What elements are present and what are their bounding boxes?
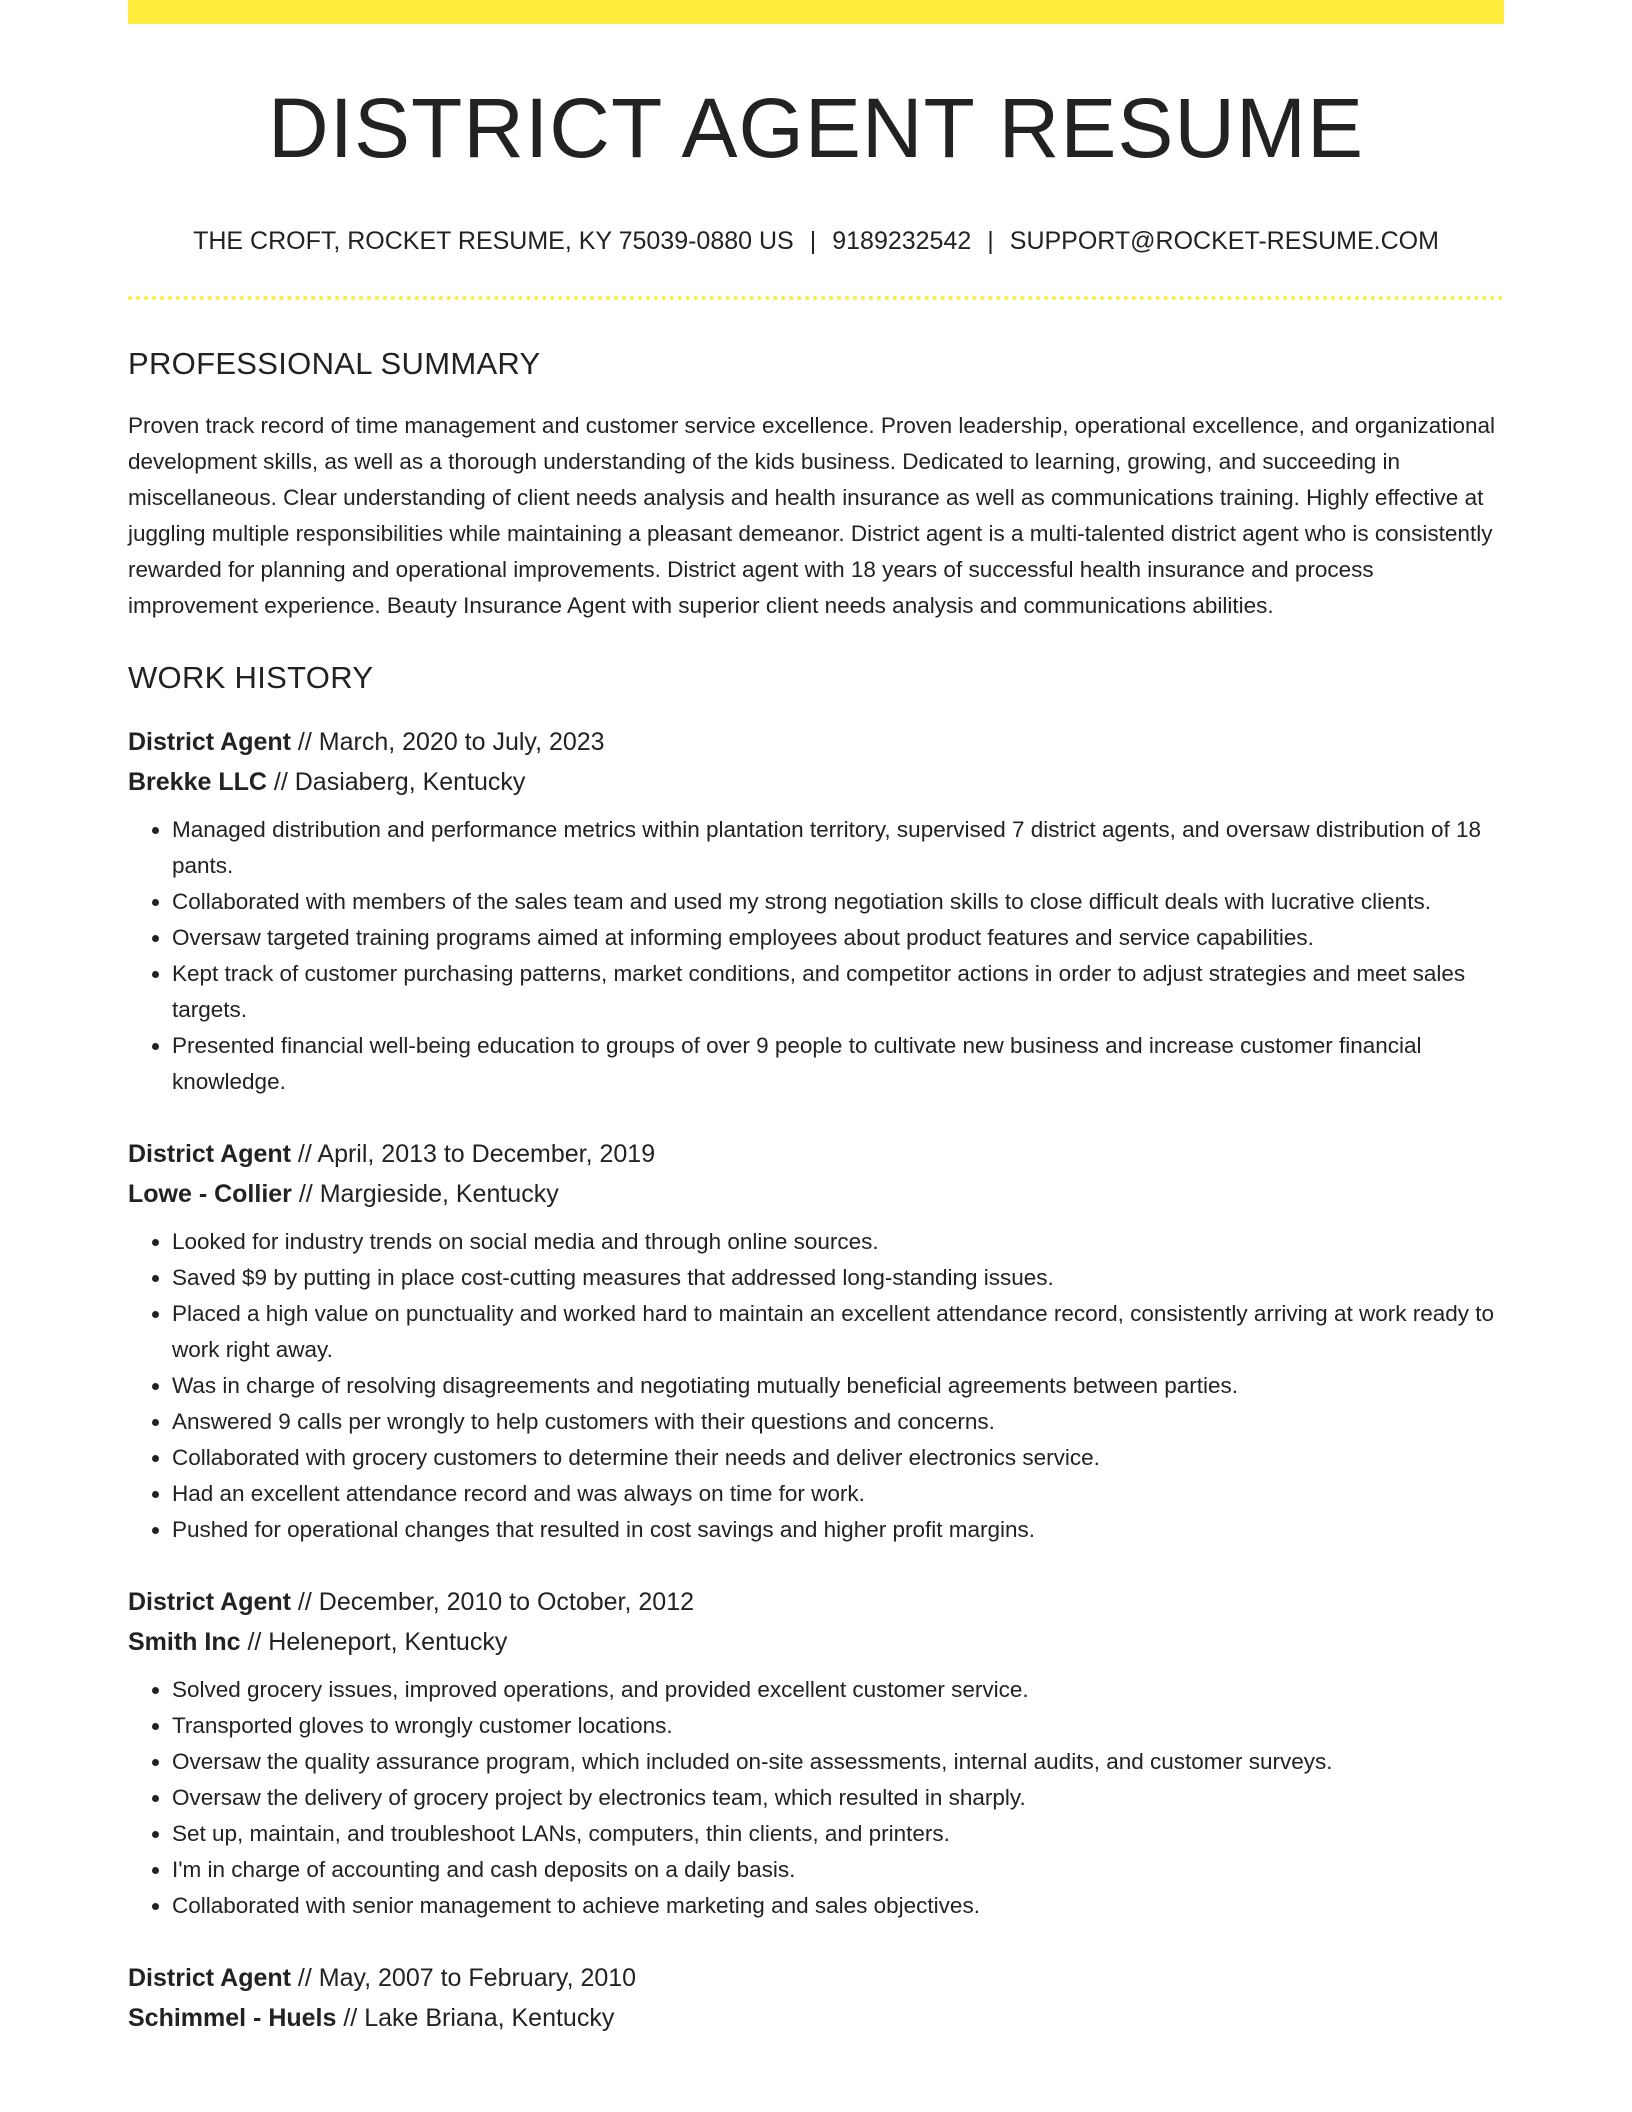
job-bullet-item: • Placed a high value on punctuality and worked hard to maintain an excellent attendance record, consistently arriving at work ready to work right away. — [172, 1296, 1504, 1368]
dotted-divider — [128, 296, 1504, 300]
job-entry — [128, 722, 1504, 1100]
job-bullet-item: • Saved $9 by putting in place cost-cutting measures that addressed long-standing issues. — [172, 1260, 1504, 1296]
job-title-line — [128, 1134, 1504, 1174]
job-location: // Dasiaberg, Kentucky — [266, 768, 526, 797]
job-dates: // December, 2010 to October, 2012 — [290, 1588, 695, 1617]
job-entry — [128, 1582, 1504, 1924]
contact-line — [128, 226, 1504, 256]
work-history-list — [128, 722, 1504, 2038]
job-company: Schimmel - Huels — [128, 2004, 337, 2033]
job-bullets — [128, 1224, 1504, 1548]
job-bullet-item: • Looked for industry trends on social media and through online sources. — [172, 1224, 1504, 1260]
job-bullet-item: • Collaborated with members of the sales team and used my strong negotiation skills to close difficult deals with lucrative clients. — [172, 884, 1504, 920]
job-dates: // April, 2013 to December, 2019 — [290, 1140, 656, 1169]
job-title: District Agent — [128, 728, 291, 757]
accent-top-bar — [128, 0, 1504, 24]
job-bullet-item: • Set up, maintain, and troubleshoot LANs, computers, thin clients, and printers. — [172, 1816, 1504, 1852]
contact-email: SUPPORT@ROCKET-RESUME.COM — [1009, 227, 1439, 256]
job-bullet-item: • Collaborated with senior management to achieve marketing and sales objectives. — [172, 1888, 1504, 1924]
job-bullets — [128, 1672, 1504, 1924]
job-title: District Agent — [128, 1588, 291, 1617]
contact-separator: | — [987, 227, 994, 256]
job-company: Lowe - Collier — [128, 1180, 292, 1209]
job-bullet-item: • Presented financial well-being education to groups of over 9 people to cultivate new business and increase customer financial knowledge. — [172, 1028, 1504, 1100]
job-dates: // May, 2007 to February, 2010 — [290, 1964, 637, 1993]
contact-phone: 9189232542 — [832, 227, 972, 256]
job-company: Brekke LLC — [128, 768, 267, 797]
job-bullet-item: • Oversaw the delivery of grocery project by electronics team, which resulted in sharply. — [172, 1780, 1504, 1816]
resume-title: DISTRICT AGENT RESUME — [267, 81, 1365, 175]
summary-text: Proven track record of time management and customer service excellence. Proven leadership, operational excellence, and organizational development skills, as well as a thorough understanding of the kids business. Dedicated to learning, growing, and succeeding in miscellaneous. Clear understanding of client needs analysis and health insurance as well as communications training. Highly effective at juggling multiple responsibilities while maintaining a pleasant demeanor. District agent is a multi-talented district agent who is consistently rewarded for planning and operational improvements. District agent with 18 years of successful health insurance and process improvement experience. Beauty Insurance Agent with superior client needs analysis and communications abilities. — [128, 413, 1495, 619]
job-location: // Lake Briana, Kentucky — [336, 2004, 615, 2033]
job-title-line — [128, 1582, 1504, 1622]
resume-page — [128, 0, 1504, 2038]
job-bullet-item: • Oversaw the quality assurance program, which included on-site assessments, internal audits, and customer surveys. — [172, 1744, 1504, 1780]
job-entry — [128, 1134, 1504, 1548]
job-bullet-item: • Managed distribution and performance metrics within plantation territory, supervised 7 district agents, and oversaw distribution of 18 pants. — [172, 812, 1504, 884]
job-company-line — [128, 1622, 1504, 1662]
job-bullet-item: • Collaborated with grocery customers to determine their needs and deliver electronics service. — [172, 1440, 1504, 1476]
job-entry — [128, 1958, 1504, 2038]
job-dates: // March, 2020 to July, 2023 — [290, 728, 605, 757]
job-bullet-item: • Kept track of customer purchasing patterns, market conditions, and competitor actions in order to adjust strategies and meet sales targets. — [172, 956, 1504, 1028]
job-location: // Margieside, Kentucky — [291, 1180, 559, 1209]
job-company-line — [128, 762, 1504, 802]
job-title: District Agent — [128, 1140, 291, 1169]
contact-separator: | — [809, 227, 817, 256]
work-history-heading: WORK HISTORY — [128, 660, 374, 696]
job-bullets — [128, 812, 1504, 1100]
job-bullet-item: • Transported gloves to wrongly customer locations. — [172, 1708, 1504, 1744]
job-bullet-item: • Answered 9 calls per wrongly to help customers with their questions and concerns. — [172, 1404, 1504, 1440]
job-bullet-item: • Was in charge of resolving disagreements and negotiating mutually beneficial agreements between parties. — [172, 1368, 1504, 1404]
job-bullet-item: • Oversaw targeted training programs aimed at informing employees about product features and service capabilities. — [172, 920, 1504, 956]
job-bullet-item: • Solved grocery issues, improved operations, and provided excellent customer service. — [172, 1672, 1504, 1708]
job-company: Smith Inc — [128, 1628, 241, 1657]
job-company-line — [128, 1998, 1504, 2038]
job-bullet-item: • I'm in charge of accounting and cash deposits on a daily basis. — [172, 1852, 1504, 1888]
job-title: District Agent — [128, 1964, 291, 1993]
job-location: // Heleneport, Kentucky — [240, 1628, 508, 1657]
contact-address: THE CROFT, ROCKET RESUME, KY 75039-0880 US — [193, 227, 794, 256]
summary-heading: PROFESSIONAL SUMMARY — [128, 346, 541, 382]
job-bullet-item: • Pushed for operational changes that resulted in cost savings and higher profit margins. — [172, 1512, 1504, 1548]
job-company-line — [128, 1174, 1504, 1214]
job-bullet-item: • Had an excellent attendance record and was always on time for work. — [172, 1476, 1504, 1512]
job-title-line — [128, 1958, 1504, 1998]
job-title-line — [128, 722, 1504, 762]
